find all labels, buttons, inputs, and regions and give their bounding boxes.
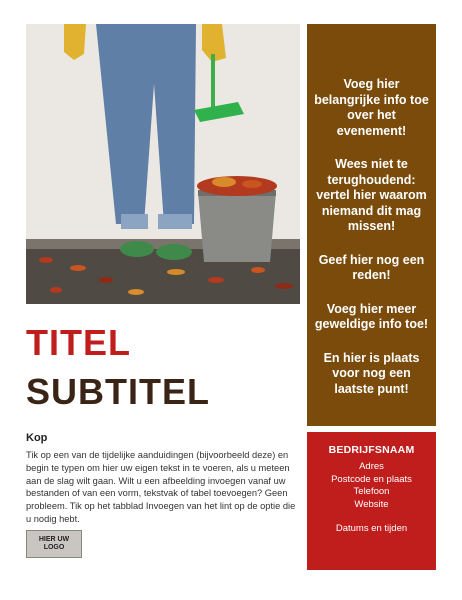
autumn-leaves-rake-photo	[26, 24, 300, 304]
body-text: Tik op een van de tijdelijke aanduidingen (bijvoorbeeld deze) en begin te typen om hier uw eigen tekst in te voeren, als u meteen aan de slag wilt gaan. Wilt u een afbeelding invoegen vanaf uw bestanden of van een vorm, tekstvak of tabel toevoegen? Geen probleem. Tik op het tabblad Invoegen van het lint op de optie die u nodig hebt.	[26, 450, 296, 524]
section-heading: Kop	[26, 432, 48, 444]
highlight-1: Voeg hier belangrijke info toe over het evenement!	[314, 77, 429, 138]
logo-placeholder	[26, 530, 82, 558]
highlights-sidebar	[307, 24, 436, 426]
highlight-5: En hier is plaats voor nog een laatste punt!	[323, 350, 420, 396]
logo-placeholder-label: HIER UW LOGO	[38, 536, 70, 551]
company-name: BEDRIJFSNAAM	[328, 444, 415, 456]
hero-photo	[26, 24, 300, 304]
contact-website: Website	[354, 498, 389, 510]
flyer-title: TITEL	[26, 322, 131, 363]
contact-dates: Datums en tijden	[335, 523, 408, 534]
highlight-3: Geef hier nog een reden!	[318, 252, 425, 282]
contact-phone: Telefoon	[353, 486, 390, 497]
contact-address: Adres	[359, 461, 384, 472]
contact-block	[307, 432, 436, 570]
flyer-subtitle: SUBTITEL	[26, 371, 210, 412]
highlight-4: Voeg hier meer geweldige info toe!	[314, 301, 429, 331]
highlight-2: Wees niet te terughoudend: vertel hier waarom niemand dit mag missen!	[316, 157, 427, 233]
contact-postcode-city: Postcode en plaats	[331, 473, 412, 485]
